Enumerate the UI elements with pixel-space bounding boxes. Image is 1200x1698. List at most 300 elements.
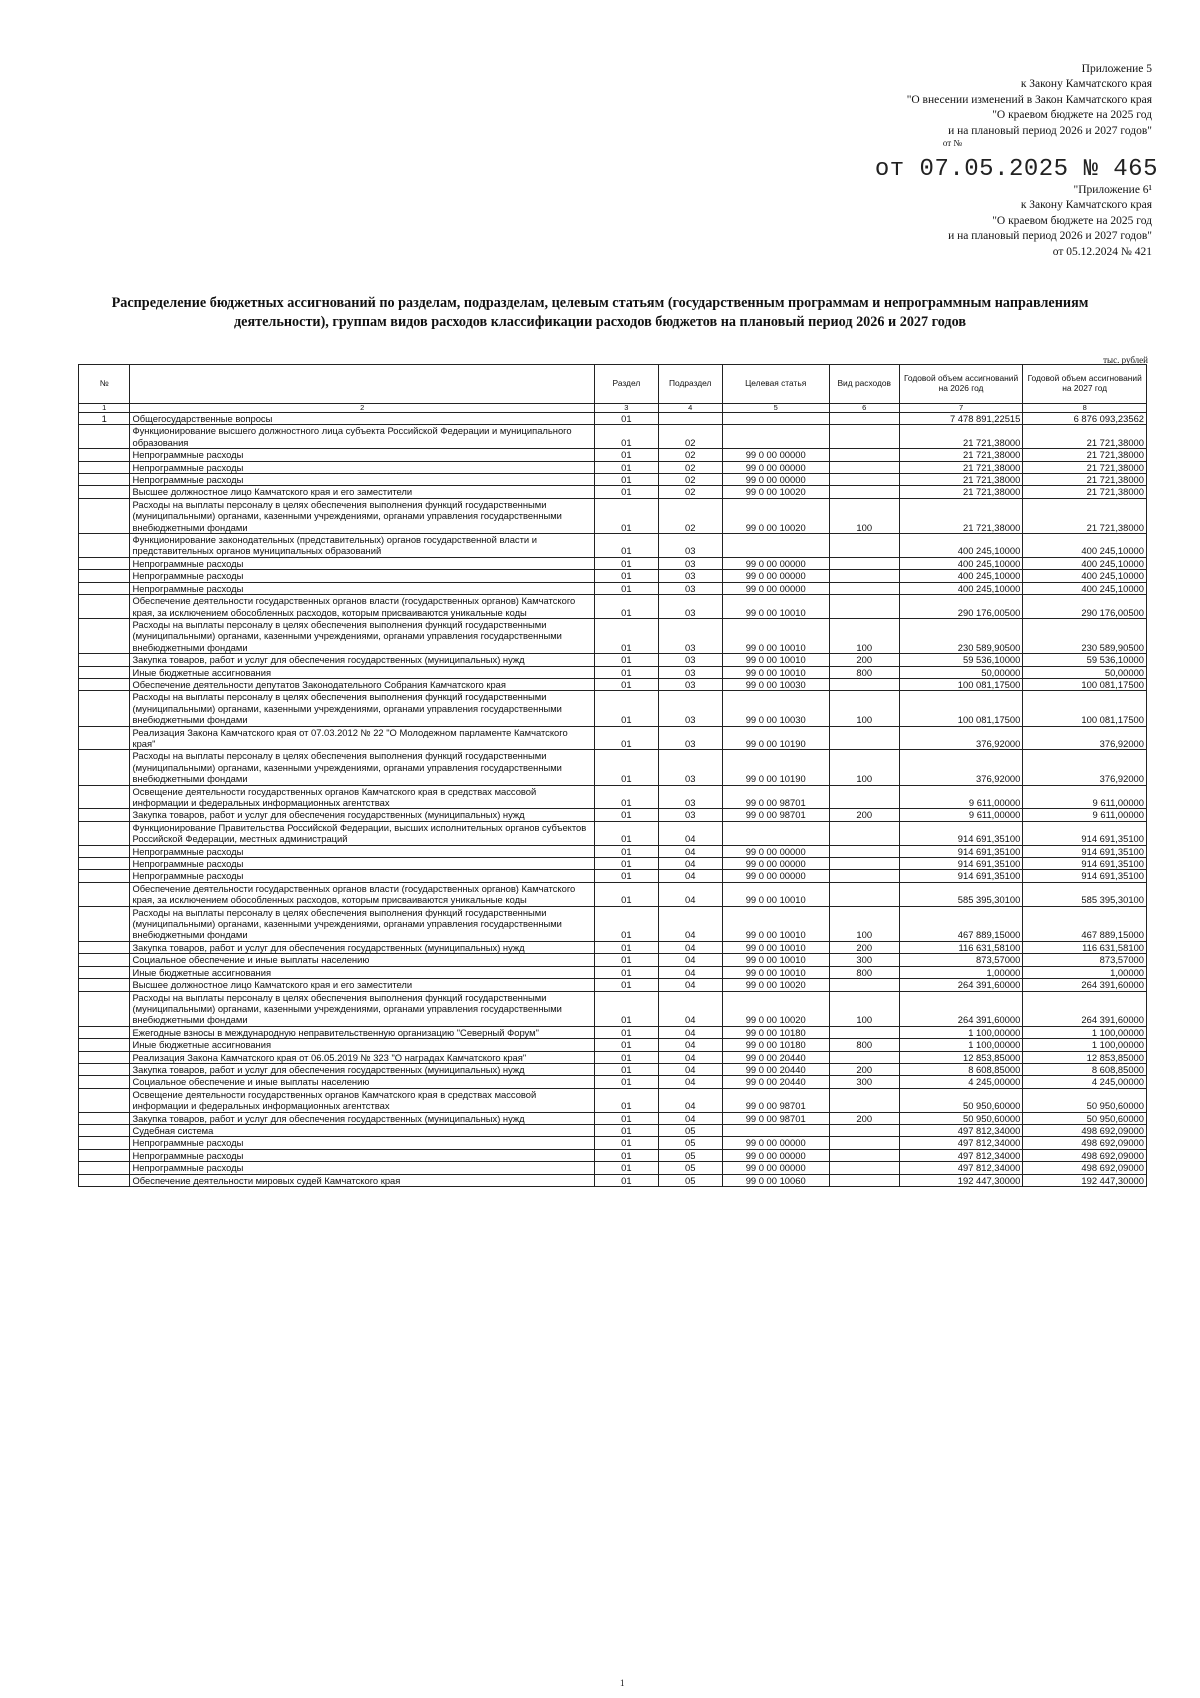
row-target-article: 99 0 00 98701 [722, 809, 829, 821]
column-number: 5 [722, 404, 829, 413]
row-amount-2026: 50,00000 [899, 666, 1023, 678]
row-amount-2027: 498 692,09000 [1023, 1124, 1147, 1136]
row-expense-type [829, 821, 899, 845]
row-amount-2026: 400 245,10000 [899, 582, 1023, 594]
row-expense-type [829, 1051, 899, 1063]
row-section: 01 [594, 809, 658, 821]
row-expense-type [829, 595, 899, 619]
row-amount-2026: 59 536,10000 [899, 654, 1023, 666]
row-target-article: 99 0 00 10190 [722, 726, 829, 750]
row-subsection: 04 [658, 821, 722, 845]
row-subsection: 03 [658, 785, 722, 809]
row-subsection: 02 [658, 425, 722, 449]
row-section: 01 [594, 618, 658, 653]
row-section: 01 [594, 666, 658, 678]
row-target-article: 99 0 00 10010 [722, 654, 829, 666]
row-subsection: 05 [658, 1149, 722, 1161]
table-row [79, 461, 1147, 473]
header-line: "О краевом бюджете на 2025 год [992, 109, 1152, 122]
row-expense-type: 800 [829, 1039, 899, 1051]
column-number: 7 [899, 404, 1023, 413]
row-number [79, 979, 130, 991]
row-amount-2026: 50 950,60000 [899, 1112, 1023, 1124]
row-name: Расходы на выплаты персоналу в целях обеспечения выполнения функций государственными (муниципальными) органами, казенными учреждениями, органами управления государственными внебюджетными фондами [130, 618, 594, 653]
row-name: Высшее должностное лицо Камчатского края и его заместители [130, 979, 594, 991]
row-target-article: 99 0 00 98701 [722, 785, 829, 809]
row-target-article: 99 0 00 10010 [722, 966, 829, 978]
table-row [79, 882, 1147, 906]
table-row [79, 954, 1147, 966]
row-amount-2026: 1 100,00000 [899, 1026, 1023, 1038]
table-row [79, 941, 1147, 953]
table-row [79, 413, 1147, 425]
row-expense-type [829, 1124, 899, 1136]
row-number [79, 966, 130, 978]
row-amount-2026: 264 391,60000 [899, 991, 1023, 1026]
row-amount-2026: 21 721,38000 [899, 486, 1023, 498]
table-header-row [79, 365, 1147, 404]
table-row [79, 845, 1147, 857]
table-row [79, 870, 1147, 882]
header-line: и на плановый период 2026 и 2027 годов" [948, 124, 1152, 137]
row-amount-2026: 9 611,00000 [899, 809, 1023, 821]
table-row [79, 570, 1147, 582]
row-amount-2026: 12 853,85000 [899, 1051, 1023, 1063]
column-number: 8 [1023, 404, 1147, 413]
row-amount-2026: 4 245,00000 [899, 1076, 1023, 1088]
row-expense-type: 100 [829, 618, 899, 653]
row-name: Непрограммные расходы [130, 570, 594, 582]
row-target-article: 99 0 00 10180 [722, 1039, 829, 1051]
table-row [79, 449, 1147, 461]
column-header-amount-2026: Годовой объем ассигнований на 2026 год [899, 365, 1023, 404]
row-amount-2027: 59 536,10000 [1023, 654, 1147, 666]
row-amount-2026: 116 631,58100 [899, 941, 1023, 953]
row-amount-2026: 497 812,34000 [899, 1137, 1023, 1149]
row-name: Непрограммные расходы [130, 870, 594, 882]
table-row [79, 425, 1147, 449]
column-header-subsection: Подраздел [658, 365, 722, 404]
row-subsection: 02 [658, 498, 722, 533]
table-row [79, 1149, 1147, 1161]
row-number [79, 1026, 130, 1038]
row-target-article: 99 0 00 10010 [722, 595, 829, 619]
row-expense-type [829, 582, 899, 594]
row-number [79, 498, 130, 533]
budget-table [78, 364, 1147, 1187]
appendix-header [592, 62, 1152, 147]
row-section: 01 [594, 1174, 658, 1186]
row-expense-type: 100 [829, 991, 899, 1026]
column-number: 6 [829, 404, 899, 413]
row-section: 01 [594, 750, 658, 785]
row-amount-2027: 21 721,38000 [1023, 486, 1147, 498]
row-amount-2026: 914 691,35100 [899, 821, 1023, 845]
row-section: 01 [594, 906, 658, 941]
row-section: 01 [594, 691, 658, 726]
table-row [79, 726, 1147, 750]
row-number [79, 1039, 130, 1051]
row-amount-2026: 264 391,60000 [899, 979, 1023, 991]
row-expense-type: 200 [829, 809, 899, 821]
row-amount-2026: 497 812,34000 [899, 1149, 1023, 1161]
row-expense-type [829, 1088, 899, 1112]
row-name: Непрограммные расходы [130, 461, 594, 473]
row-expense-type [829, 570, 899, 582]
table-row [79, 858, 1147, 870]
row-subsection: 03 [658, 691, 722, 726]
row-target-article [722, 1124, 829, 1136]
table-row [79, 1039, 1147, 1051]
row-amount-2027: 376,92000 [1023, 726, 1147, 750]
row-target-article: 99 0 00 10020 [722, 486, 829, 498]
row-amount-2026: 21 721,38000 [899, 449, 1023, 461]
row-target-article: 99 0 00 00000 [722, 858, 829, 870]
row-subsection: 02 [658, 461, 722, 473]
row-expense-type: 100 [829, 691, 899, 726]
row-target-article: 99 0 00 10010 [722, 882, 829, 906]
row-subsection: 03 [658, 678, 722, 690]
row-number [79, 991, 130, 1026]
row-subsection: 03 [658, 595, 722, 619]
row-subsection: 03 [658, 534, 722, 558]
table-row [79, 654, 1147, 666]
table-row [79, 666, 1147, 678]
table-row [79, 678, 1147, 690]
row-number [79, 570, 130, 582]
row-section: 01 [594, 1076, 658, 1088]
row-amount-2026: 7 478 891,22515 [899, 413, 1023, 425]
row-name: Закупка товаров, работ и услуг для обеспечения государственных (муниципальных) нужд [130, 1112, 594, 1124]
row-expense-type [829, 1149, 899, 1161]
row-amount-2027: 585 395,30100 [1023, 882, 1147, 906]
row-section: 01 [594, 870, 658, 882]
row-subsection: 04 [658, 954, 722, 966]
row-target-article [722, 534, 829, 558]
row-name: Непрограммные расходы [130, 582, 594, 594]
row-section: 01 [594, 654, 658, 666]
row-name: Обеспечение деятельности мировых судей Камчатского края [130, 1174, 594, 1186]
table-row [79, 595, 1147, 619]
row-amount-2026: 100 081,17500 [899, 691, 1023, 726]
row-subsection: 04 [658, 966, 722, 978]
row-section: 01 [594, 821, 658, 845]
row-target-article [722, 413, 829, 425]
row-amount-2027: 4 245,00000 [1023, 1076, 1147, 1088]
row-subsection: 03 [658, 750, 722, 785]
column-header-number: № [79, 365, 130, 404]
row-expense-type: 100 [829, 906, 899, 941]
row-target-article: 99 0 00 00000 [722, 1149, 829, 1161]
row-name: Закупка товаров, работ и услуг для обеспечения государственных (муниципальных) нужд [130, 941, 594, 953]
row-name: Закупка товаров, работ и услуг для обеспечения государственных (муниципальных) нужд [130, 809, 594, 821]
row-amount-2026: 914 691,35100 [899, 858, 1023, 870]
row-subsection: 03 [658, 809, 722, 821]
row-target-article: 99 0 00 10010 [722, 941, 829, 953]
row-amount-2027: 116 631,58100 [1023, 941, 1147, 953]
row-name: Непрограммные расходы [130, 1137, 594, 1149]
row-target-article: 99 0 00 10010 [722, 666, 829, 678]
row-amount-2027: 21 721,38000 [1023, 425, 1147, 449]
row-expense-type [829, 1162, 899, 1174]
table-row [79, 1026, 1147, 1038]
row-amount-2026: 8 608,85000 [899, 1063, 1023, 1075]
row-section: 01 [594, 1051, 658, 1063]
row-name: Иные бюджетные ассигнования [130, 1039, 594, 1051]
row-number [79, 449, 130, 461]
row-number [79, 666, 130, 678]
row-subsection: 04 [658, 1051, 722, 1063]
row-amount-2026: 192 447,30000 [899, 1174, 1023, 1186]
row-expense-type: 200 [829, 1063, 899, 1075]
row-expense-type [829, 474, 899, 486]
row-amount-2026: 376,92000 [899, 750, 1023, 785]
row-expense-type: 800 [829, 966, 899, 978]
row-amount-2027: 290 176,00500 [1023, 595, 1147, 619]
row-name: Освещение деятельности государственных органов Камчатского края в средствах массовой информации и федеральных информационных агентствах [130, 1088, 594, 1112]
row-subsection: 04 [658, 1088, 722, 1112]
row-number [79, 486, 130, 498]
row-target-article: 99 0 00 10060 [722, 1174, 829, 1186]
table-row [79, 1112, 1147, 1124]
row-number [79, 1088, 130, 1112]
row-target-article: 99 0 00 98701 [722, 1112, 829, 1124]
row-expense-type [829, 461, 899, 473]
row-name: Непрограммные расходы [130, 1162, 594, 1174]
row-name: Ежегодные взносы в международную неправительственную организацию "Северный Форум" [130, 1026, 594, 1038]
row-number [79, 809, 130, 821]
row-amount-2026: 376,92000 [899, 726, 1023, 750]
row-name: Расходы на выплаты персоналу в целях обеспечения выполнения функций государственными (муниципальными) органами, казенными учреждениями, органами управления государственными внебюджетными фондами [130, 498, 594, 533]
row-section: 01 [594, 941, 658, 953]
table-row [79, 809, 1147, 821]
row-amount-2026: 290 176,00500 [899, 595, 1023, 619]
row-expense-type: 200 [829, 941, 899, 953]
row-number [79, 1063, 130, 1075]
row-name: Реализация Закона Камчатского края от 06.05.2019 № 323 "О наградах Камчатского края" [130, 1051, 594, 1063]
row-amount-2027: 873,57000 [1023, 954, 1147, 966]
row-name: Расходы на выплаты персоналу в целях обеспечения выполнения функций государственными (муниципальными) органами, казенными учреждениями, органами управления государственными внебюджетными фондами [130, 991, 594, 1026]
row-subsection: 03 [658, 557, 722, 569]
row-section: 01 [594, 595, 658, 619]
row-subsection: 05 [658, 1137, 722, 1149]
row-subsection: 04 [658, 1026, 722, 1038]
row-expense-type [829, 858, 899, 870]
row-expense-type [829, 979, 899, 991]
row-target-article: 99 0 00 10030 [722, 678, 829, 690]
row-expense-type [829, 486, 899, 498]
column-number: 2 [130, 404, 594, 413]
row-expense-type [829, 845, 899, 857]
row-amount-2026: 914 691,35100 [899, 870, 1023, 882]
row-section: 01 [594, 557, 658, 569]
row-name: Иные бюджетные ассигнования [130, 666, 594, 678]
row-amount-2027: 467 889,15000 [1023, 906, 1147, 941]
row-expense-type: 300 [829, 954, 899, 966]
row-subsection: 03 [658, 726, 722, 750]
row-amount-2026: 400 245,10000 [899, 557, 1023, 569]
row-target-article: 99 0 00 00000 [722, 845, 829, 857]
table-row [79, 474, 1147, 486]
row-number [79, 845, 130, 857]
row-amount-2027: 100 081,17500 [1023, 678, 1147, 690]
row-name: Непрограммные расходы [130, 845, 594, 857]
row-expense-type [829, 413, 899, 425]
row-name: Непрограммные расходы [130, 1149, 594, 1161]
table-row [79, 906, 1147, 941]
row-name: Судебная система [130, 1124, 594, 1136]
row-name: Высшее должностное лицо Камчатского края и его заместители [130, 486, 594, 498]
row-target-article: 99 0 00 10190 [722, 750, 829, 785]
row-amount-2027: 498 692,09000 [1023, 1162, 1147, 1174]
row-subsection: 04 [658, 882, 722, 906]
row-section: 01 [594, 1039, 658, 1051]
row-section: 01 [594, 570, 658, 582]
row-amount-2027: 264 391,60000 [1023, 991, 1147, 1026]
row-name: Освещение деятельности государственных органов Камчатского края в средствах массовой информации и федеральных информационных агентствах [130, 785, 594, 809]
row-target-article: 99 0 00 00000 [722, 1162, 829, 1174]
row-amount-2026: 914 691,35100 [899, 845, 1023, 857]
row-subsection: 02 [658, 474, 722, 486]
row-expense-type [829, 726, 899, 750]
row-section: 01 [594, 498, 658, 533]
table-row [79, 750, 1147, 785]
row-expense-type: 800 [829, 666, 899, 678]
row-amount-2027: 400 245,10000 [1023, 570, 1147, 582]
row-expense-type [829, 678, 899, 690]
row-section: 01 [594, 582, 658, 594]
row-amount-2026: 873,57000 [899, 954, 1023, 966]
row-name: Закупка товаров, работ и услуг для обеспечения государственных (муниципальных) нужд [130, 654, 594, 666]
row-amount-2027: 8 608,85000 [1023, 1063, 1147, 1075]
row-section: 01 [594, 882, 658, 906]
row-target-article: 99 0 00 20440 [722, 1051, 829, 1063]
row-number [79, 858, 130, 870]
row-number [79, 1149, 130, 1161]
row-section: 01 [594, 1063, 658, 1075]
row-subsection: 04 [658, 979, 722, 991]
row-name: Расходы на выплаты персоналу в целях обеспечения выполнения функций государственными (муниципальными) органами, казенными учреждениями, органами управления государственными внебюджетными фондами [130, 691, 594, 726]
row-number [79, 906, 130, 941]
row-number [79, 1174, 130, 1186]
row-amount-2026: 1,00000 [899, 966, 1023, 978]
row-amount-2027: 914 691,35100 [1023, 870, 1147, 882]
row-subsection: 04 [658, 1039, 722, 1051]
row-name: Функционирование высшего должностного лица субъекта Российской Федерации и муниципального образования [130, 425, 594, 449]
row-amount-2027: 9 611,00000 [1023, 809, 1147, 821]
row-number [79, 750, 130, 785]
row-number [79, 425, 130, 449]
row-amount-2027: 21 721,38000 [1023, 474, 1147, 486]
table-row [79, 979, 1147, 991]
row-name: Социальное обеспечение и иные выплаты населению [130, 1076, 594, 1088]
row-number [79, 870, 130, 882]
table-row [79, 1137, 1147, 1149]
document-title: Распределение бюджетных ассигнований по разделам, подразделам, целевым статьям (государственным программам и непрограммным направлениям деятельности), группам видов расходов классификации расходов бюджетов на плановый период 2026 и 2027 годов [111, 295, 1089, 330]
row-subsection: 04 [658, 1112, 722, 1124]
row-amount-2026: 467 889,15000 [899, 906, 1023, 941]
row-amount-2027: 50,00000 [1023, 666, 1147, 678]
row-number [79, 595, 130, 619]
row-number [79, 474, 130, 486]
row-subsection: 04 [658, 870, 722, 882]
row-amount-2027: 9 611,00000 [1023, 785, 1147, 809]
table-row [79, 1076, 1147, 1088]
row-target-article [722, 821, 829, 845]
row-subsection: 05 [658, 1174, 722, 1186]
row-target-article: 99 0 00 10180 [722, 1026, 829, 1038]
row-section: 01 [594, 991, 658, 1026]
row-target-article: 99 0 00 00000 [722, 582, 829, 594]
row-name: Реализация Закона Камчатского края от 07.03.2012 № 22 "О Молодежном парламенте Камчатского края" [130, 726, 594, 750]
row-subsection: 04 [658, 1063, 722, 1075]
units-label: тыс. рублей [1103, 355, 1148, 365]
row-name: Функционирование законодательных (представительных) органов государственной власти и представительных органов муниципальных образований [130, 534, 594, 558]
row-expense-type [829, 870, 899, 882]
table-row [79, 1088, 1147, 1112]
row-subsection: 04 [658, 906, 722, 941]
table-row [79, 1174, 1147, 1186]
row-amount-2027: 12 853,85000 [1023, 1051, 1147, 1063]
header-date-number-placeholder: от № [942, 138, 962, 149]
row-amount-2026: 230 589,90500 [899, 618, 1023, 653]
header-line: "О внесении изменений в Закон Камчатского края [906, 93, 1152, 106]
table-row [79, 618, 1147, 653]
row-number [79, 1162, 130, 1174]
row-subsection: 02 [658, 486, 722, 498]
row-section: 01 [594, 1162, 658, 1174]
row-target-article: 99 0 00 10010 [722, 618, 829, 653]
row-name: Обеспечение деятельности депутатов Законодательного Собрания Камчатского края [130, 678, 594, 690]
row-number: 1 [79, 413, 130, 425]
row-subsection: 05 [658, 1124, 722, 1136]
row-subsection: 04 [658, 991, 722, 1026]
row-section: 01 [594, 449, 658, 461]
row-target-article: 99 0 00 10020 [722, 498, 829, 533]
row-section: 01 [594, 979, 658, 991]
row-amount-2027: 50 950,60000 [1023, 1088, 1147, 1112]
row-subsection [658, 413, 722, 425]
row-target-article: 99 0 00 00000 [722, 870, 829, 882]
row-amount-2027: 21 721,38000 [1023, 449, 1147, 461]
row-amount-2027: 400 245,10000 [1023, 582, 1147, 594]
table-row [79, 534, 1147, 558]
row-amount-2027: 21 721,38000 [1023, 461, 1147, 473]
row-expense-type [829, 882, 899, 906]
row-amount-2027: 1 100,00000 [1023, 1039, 1147, 1051]
header-line: и на плановый период 2026 и 2027 годов" [948, 230, 1152, 243]
row-number [79, 654, 130, 666]
row-target-article: 99 0 00 10020 [722, 991, 829, 1026]
table-row [79, 785, 1147, 809]
row-amount-2027: 498 692,09000 [1023, 1137, 1147, 1149]
table-row [79, 1124, 1147, 1136]
row-target-article: 99 0 00 20440 [722, 1063, 829, 1075]
row-section: 01 [594, 486, 658, 498]
row-number [79, 557, 130, 569]
table-row [79, 821, 1147, 845]
row-amount-2027: 50 950,60000 [1023, 1112, 1147, 1124]
row-target-article: 99 0 00 00000 [722, 474, 829, 486]
row-subsection: 03 [658, 654, 722, 666]
row-name: Расходы на выплаты персоналу в целях обеспечения выполнения функций государственными (муниципальными) органами, казенными учреждениями, органами управления государственными внебюджетными фондами [130, 906, 594, 941]
table-row [79, 1063, 1147, 1075]
row-number [79, 534, 130, 558]
table-row [79, 1051, 1147, 1063]
row-target-article: 99 0 00 98701 [722, 1088, 829, 1112]
row-amount-2026: 50 950,60000 [899, 1088, 1023, 1112]
row-number [79, 582, 130, 594]
